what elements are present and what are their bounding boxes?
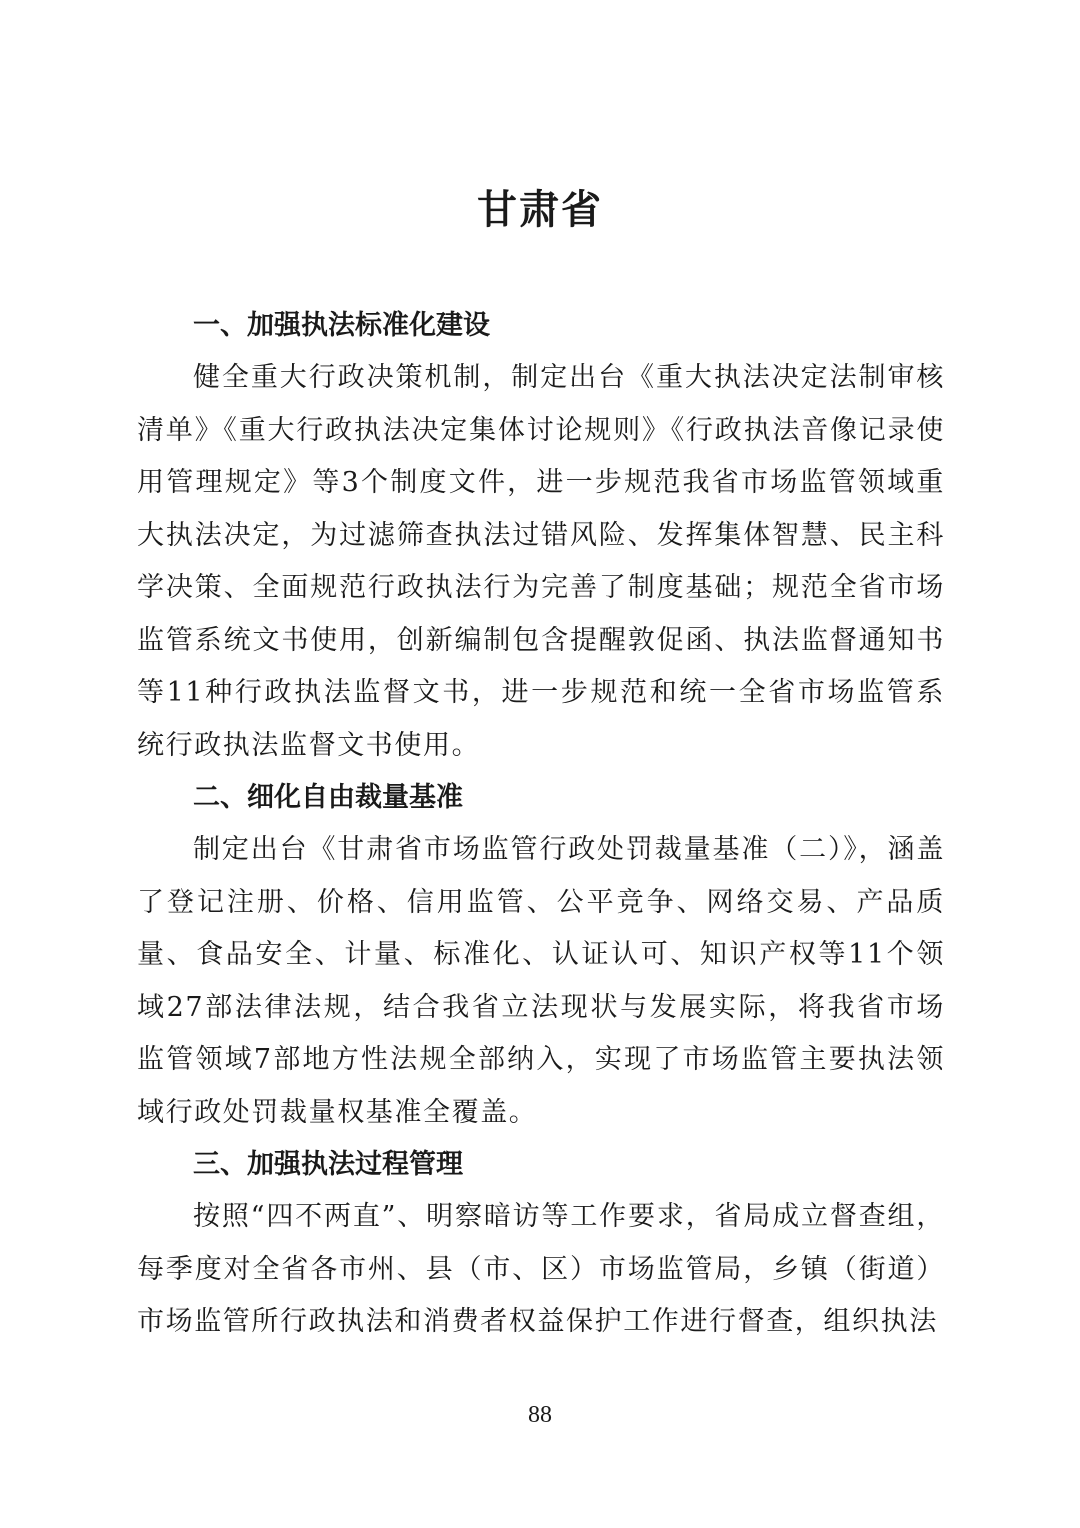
section-paragraph-2: 制定出台《甘肃省市场监管行政处罚裁量基准（二）》，涵盖了登记注册、价格、信用监管、公平竞争、网络交易、产品质量、食品安全、计量、标准化、认证认可、知识产权等11个领域27部法律法规，结合我省立法现状与发展实际，将我省市场监管领域7部地方性法规全部纳入，实现了市场监管主要执法领域行政处罚裁量权基准全覆盖。 xyxy=(137,834,945,1128)
section-heading-2: 二、细化自由裁量基准 xyxy=(193,782,463,813)
section-paragraph-3: 按照“四不两直”、明察暗访等工作要求，省局成立督查组，每季度对全省各市州、县（市、区）市场监管局，乡镇（街道）市场监管所行政执法和消费者权益保护工作进行督查，组织执法 xyxy=(137,1201,945,1337)
page-number: 88 xyxy=(528,1402,552,1428)
page-title: 甘肃省 xyxy=(477,187,603,233)
section-heading-1: 一、加强执法标准化建设 xyxy=(193,310,490,341)
document-body xyxy=(137,300,945,1349)
section-paragraph-1: 健全重大行政决策机制，制定出台《重大执法决定法制审核清单》《重大行政执法决定集体讨论规则》《行政执法音像记录使用管理规定》等3个制度文件，进一步规范我省市场监管领域重大执法决定，为过滤筛查执法过错风险、发挥集体智慧、民主科学决策、全面规范行政执法行为完善了制度基础；规范全省市场监管系统文书使用，创新编制包含提醒敦促函、执法监督通知书等11种行政执法监督文书，进一步规范和统一全省市场监管系统行政执法监督文书使用。 xyxy=(137,362,945,761)
section-heading-3: 三、加强执法过程管理 xyxy=(193,1149,463,1180)
